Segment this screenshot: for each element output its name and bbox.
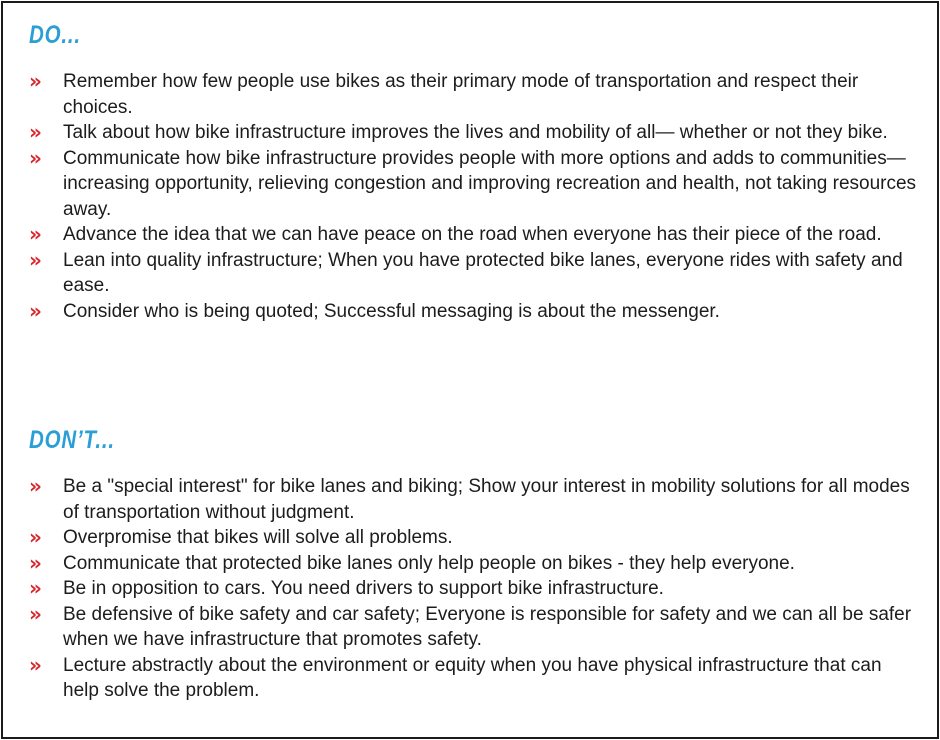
double-chevron-icon: » (29, 145, 42, 170)
double-chevron-icon: » (29, 222, 42, 246)
do-list-item (29, 120, 917, 146)
do-list-item (29, 299, 917, 325)
dont-item-text: Communicate that protected bike lanes only help people on bikes - they help everyone. (63, 552, 795, 574)
dont-list-item (29, 602, 917, 653)
dont-item-text: Be defensive of bike safety and car safety; Everyone is responsible for safety and we can all be safer when we have infrastructure that promotes safety. (63, 603, 912, 650)
dont-list (29, 474, 917, 704)
double-chevron-icon: » (29, 298, 42, 323)
dont-list-item (29, 653, 917, 704)
dont-list-item (29, 525, 917, 551)
do-item-text: Talk about how bike infrastructure improves the lives and mobility of all— whether or not they bike. (63, 122, 888, 143)
dont-section (29, 424, 917, 704)
double-chevron-icon: » (29, 247, 42, 272)
dont-list-item (29, 551, 917, 577)
double-chevron-icon: » (29, 550, 42, 575)
do-list-item (29, 146, 917, 223)
do-list-item (29, 222, 917, 248)
double-chevron-icon: » (29, 576, 42, 600)
double-chevron-icon: » (29, 69, 42, 93)
dont-heading: DON’T... (29, 426, 115, 454)
dont-list-item (29, 576, 917, 602)
do-list (29, 69, 917, 324)
do-section (29, 19, 917, 324)
do-item-text: Lean into quality infrastructure; When you have protected bike lanes, everyone rides with safety and ease. (63, 249, 903, 296)
double-chevron-icon: » (29, 652, 42, 677)
double-chevron-icon: » (29, 601, 42, 626)
do-item-text: Advance the idea that we can have peace on the road when everyone has their piece of the road. (63, 224, 882, 245)
do-list-item (29, 69, 917, 120)
do-heading: DO... (29, 21, 81, 49)
dont-item-text: Be a "special interest" for bike lanes and biking; Show your interest in mobility solutions for all modes of transportation without judgment. (63, 476, 910, 523)
dont-item-text: Lecture abstractly about the environment or equity when you have physical infrastructure that can help solve the problem. (63, 654, 882, 701)
do-item-text: Consider who is being quoted; Successful messaging is about the messenger. (63, 300, 720, 322)
do-list-item (29, 248, 917, 299)
dont-item-text: Overpromise that bikes will solve all problems. (63, 527, 453, 548)
double-chevron-icon: » (29, 120, 42, 144)
guidelines-panel (1, 1, 939, 739)
dont-list-item (29, 474, 917, 525)
do-item-text: Communicate how bike infrastructure provides people with more options and adds to communities—increasing opportunity, relieving congestion and improving recreation and health, not taking resources away. (63, 147, 917, 220)
do-item-text: Remember how few people use bikes as their primary mode of transportation and respect their choices. (63, 71, 859, 118)
double-chevron-icon: » (29, 525, 42, 549)
dont-item-text: Be in opposition to cars. You need drivers to support bike infrastructure. (63, 578, 664, 599)
double-chevron-icon: » (29, 474, 42, 498)
